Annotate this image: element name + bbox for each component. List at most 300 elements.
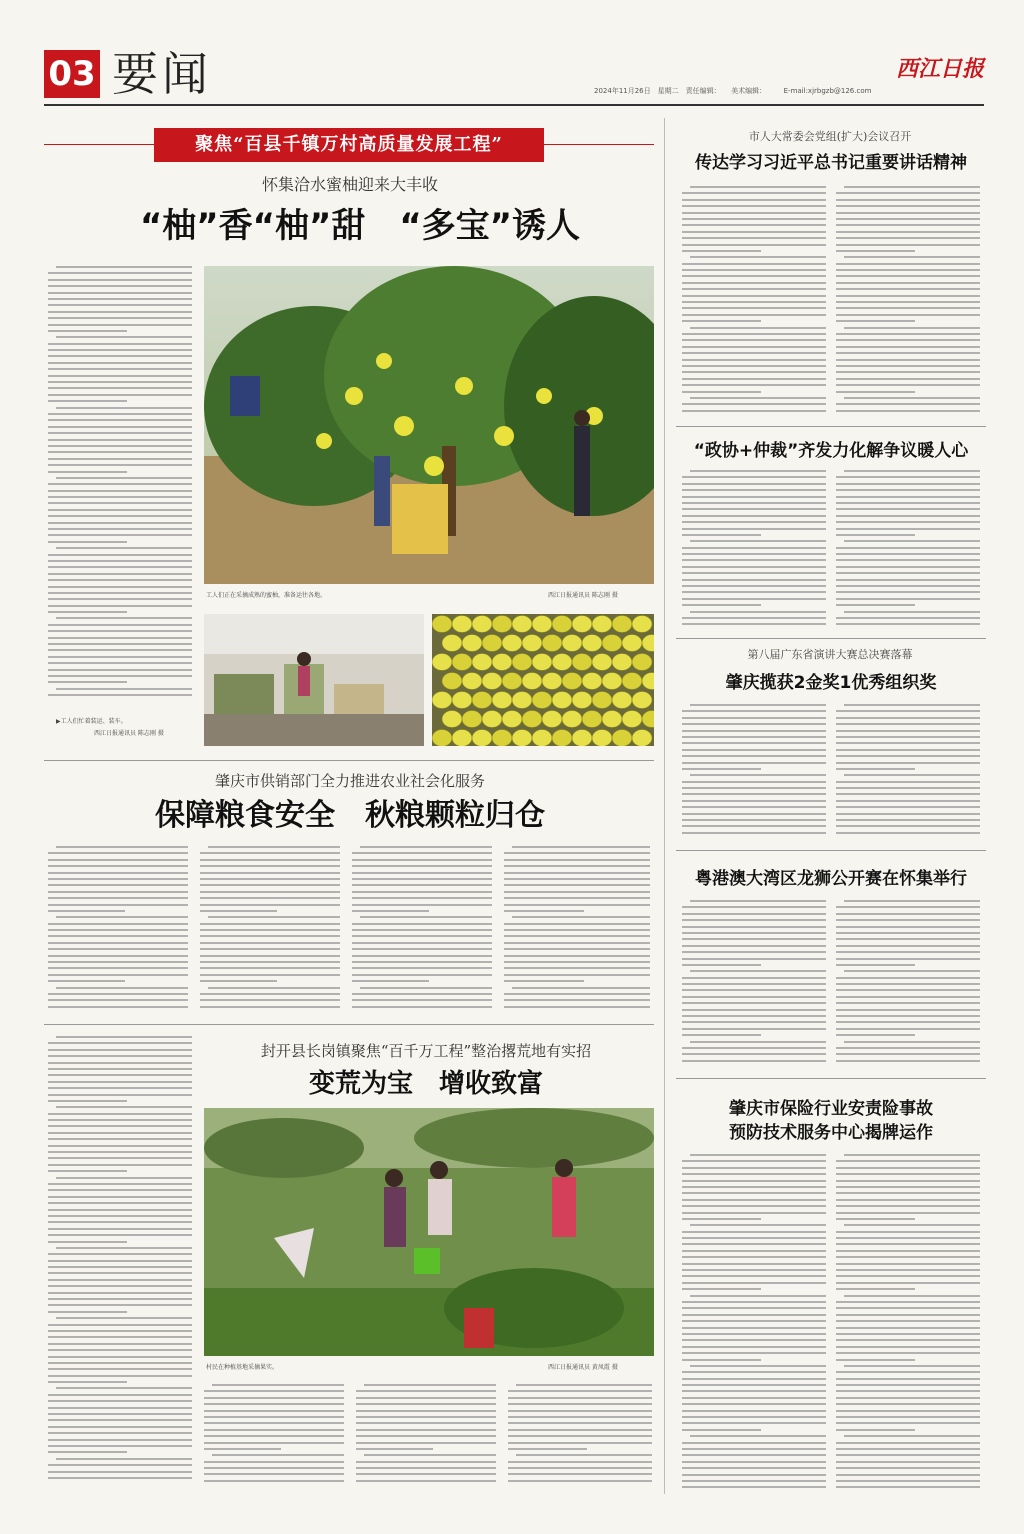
text-line: [682, 1467, 826, 1469]
text-line: [690, 327, 826, 329]
text-line: [48, 1394, 192, 1396]
text-line: [682, 793, 826, 795]
text-line: [836, 295, 980, 297]
text-line: [352, 865, 492, 867]
text-line: [200, 967, 340, 969]
text-line: [844, 1154, 980, 1156]
text-line: [508, 1442, 652, 1444]
text-line: [204, 1422, 344, 1424]
text-line: [682, 1250, 826, 1252]
story2-col-4: [504, 846, 650, 1012]
text-line: [836, 1467, 980, 1469]
text-line: [352, 923, 492, 925]
text-line: [200, 993, 340, 995]
text-line: [48, 910, 125, 912]
text-line: [48, 413, 192, 415]
text-line: [682, 1218, 761, 1220]
text-line: [844, 611, 980, 613]
text-line: [682, 1320, 826, 1322]
pomelo-fruit: [622, 711, 642, 728]
story3-col-3: [508, 1384, 652, 1486]
text-line: [352, 891, 492, 893]
text-line: [836, 528, 980, 530]
pomelo-fruit: [632, 654, 652, 671]
text-line: [844, 1435, 980, 1437]
text-line: [356, 1435, 496, 1437]
text-line: [48, 1471, 192, 1473]
text-line: [48, 1253, 192, 1255]
text-line: [836, 237, 980, 239]
story3-photo: [204, 1108, 654, 1356]
text-line: [48, 375, 192, 377]
text-line: [836, 476, 980, 478]
text-line: [682, 906, 826, 908]
text-line: [200, 865, 340, 867]
text-line: [48, 675, 192, 677]
text-line: [682, 244, 826, 246]
pomelo-fruit: [552, 692, 572, 709]
text-line: [682, 1167, 826, 1169]
story3-side-column: [48, 1036, 192, 1483]
text-line: [204, 1416, 344, 1418]
text-line: [836, 1339, 980, 1341]
text-line: [836, 212, 980, 214]
text-line: [48, 1439, 192, 1441]
text-line: [352, 948, 492, 950]
text-line: [690, 970, 826, 972]
text-line: [48, 483, 192, 485]
text-line: [48, 528, 192, 530]
text-line: [48, 1215, 192, 1217]
pomelo-fruit: [502, 711, 522, 728]
pomelo-fruit: [472, 654, 492, 671]
text-line: [682, 755, 826, 757]
text-line: [200, 942, 340, 944]
text-line: [836, 598, 980, 600]
pomelo-fruit: [512, 730, 532, 747]
right-story5-headline-line2: 预防技术服务中心揭牌运作: [729, 1123, 933, 1143]
text-line: [504, 993, 650, 995]
text-line: [56, 336, 192, 338]
text-line: [48, 349, 192, 351]
text-line: [682, 559, 826, 561]
text-line: [682, 1269, 826, 1271]
text-line: [836, 320, 915, 322]
text-line: [690, 1041, 826, 1043]
text-line: [836, 1384, 980, 1386]
text-line: [836, 384, 980, 386]
text-line: [48, 394, 192, 396]
text-line: [682, 352, 826, 354]
text-line: [682, 237, 826, 239]
pomelo-fruit: [602, 673, 622, 690]
text-line: [682, 1021, 826, 1023]
text-line: [48, 1272, 192, 1274]
pomelo-fruit: [492, 654, 512, 671]
right-story3-col-1: [682, 704, 826, 838]
text-line: [690, 1295, 826, 1297]
text-line: [682, 378, 826, 380]
right-story3-kicker: 第八届广东省演讲大赛总决赛落幕: [747, 648, 913, 661]
text-line: [508, 1410, 652, 1412]
text-line: [352, 897, 492, 899]
text-line: [836, 749, 980, 751]
text-line: [48, 1375, 192, 1377]
text-line: [836, 717, 980, 719]
text-line: [48, 974, 188, 976]
text-line: [836, 1263, 980, 1265]
text-line: [682, 1256, 826, 1258]
text-line: [356, 1473, 496, 1475]
text-line: [504, 967, 650, 969]
text-line: [200, 852, 340, 854]
pomelo-fruit: [532, 616, 552, 633]
text-line: [682, 483, 826, 485]
text-line: [682, 212, 826, 214]
right-story2-col-1: [682, 470, 826, 630]
text-line: [356, 1461, 496, 1463]
text-line: [682, 1288, 761, 1290]
pomelo-fruit: [452, 692, 472, 709]
text-line: [682, 736, 826, 738]
text-line: [504, 955, 650, 957]
pomelo-fruit: [432, 692, 452, 709]
text-line: [508, 1397, 652, 1399]
text-line: [508, 1467, 652, 1469]
text-line: [682, 282, 826, 284]
text-line: [48, 1292, 192, 1294]
text-line: [48, 324, 192, 326]
text-line: [836, 288, 980, 290]
text-line: [836, 591, 980, 593]
text-line: [682, 508, 826, 510]
text-line: [682, 964, 761, 966]
text-line: [48, 1413, 192, 1415]
text-line: [356, 1403, 496, 1405]
text-line: [352, 929, 492, 931]
text-line: [508, 1429, 652, 1431]
story1-main-photo-caption: 工人们正在采摘成熟的蜜柚，准备运往各地。: [206, 592, 327, 599]
text-line: [844, 397, 980, 399]
story3-photo-credit: 西江日报通讯员 黄凤霞 摄: [548, 1364, 618, 1371]
right-story1-headline: 传达学习习近平总书记重要讲话精神: [695, 153, 967, 173]
text-line: [356, 1448, 433, 1450]
text-line: [836, 1454, 980, 1456]
text-line: [836, 314, 980, 316]
text-line: [836, 1192, 980, 1194]
text-line: [836, 307, 980, 309]
pomelo-fruit: [592, 654, 612, 671]
text-line: [682, 1263, 826, 1265]
text-line: [360, 916, 492, 918]
text-line: [844, 1295, 980, 1297]
text-line: [836, 1009, 980, 1011]
text-line: [836, 996, 980, 998]
text-line: [48, 298, 192, 300]
text-line: [682, 919, 826, 921]
text-line: [836, 793, 980, 795]
text-line: [360, 846, 492, 848]
text-line: [682, 1454, 826, 1456]
text-line: [48, 279, 192, 281]
text-line: [836, 1237, 980, 1239]
text-line: [836, 1256, 980, 1258]
text-line: [48, 292, 192, 294]
story3-headline: 变荒为宝 增收致富: [308, 1069, 543, 1099]
text-line: [48, 662, 192, 664]
text-line: [356, 1422, 496, 1424]
text-line: [836, 1205, 980, 1207]
text-line: [682, 717, 826, 719]
text-line: [200, 884, 340, 886]
text-line: [200, 878, 340, 880]
text-line: [682, 521, 826, 523]
text-line: [682, 295, 826, 297]
text-line: [48, 1234, 192, 1236]
text-line: [56, 846, 188, 848]
text-line: [48, 955, 188, 957]
pomelo-fruit: [462, 673, 482, 690]
text-line: [690, 611, 826, 613]
text-line: [682, 1333, 826, 1335]
text-line: [682, 723, 826, 725]
text-line: [56, 916, 188, 918]
pomelo-fruit: [592, 616, 612, 633]
text-line: [48, 891, 188, 893]
text-line: [836, 566, 980, 568]
text-line: [56, 987, 188, 989]
text-line: [836, 1429, 915, 1431]
text-line: [682, 528, 826, 530]
text-line: [200, 980, 277, 982]
text-line: [682, 502, 826, 504]
text-line: [48, 1138, 192, 1140]
text-line: [836, 199, 980, 201]
text-line: [682, 410, 826, 412]
text-line: [836, 1282, 980, 1284]
right-separator: [676, 426, 986, 427]
text-line: [48, 1157, 192, 1159]
text-line: [682, 1352, 826, 1354]
pomelo-fruit: [472, 692, 492, 709]
text-line: [48, 432, 192, 434]
text-line: [836, 768, 915, 770]
text-line: [682, 1002, 826, 1004]
text-line: [682, 1237, 826, 1239]
text-line: [204, 1448, 281, 1450]
text-line: [48, 1068, 192, 1070]
text-line: [48, 897, 188, 899]
text-line: [836, 926, 980, 928]
text-line: [836, 755, 980, 757]
text-line: [204, 1480, 344, 1482]
pomelo-fruit: [592, 692, 612, 709]
text-line: [48, 419, 192, 421]
text-line: [200, 923, 340, 925]
text-line: [204, 1403, 344, 1405]
text-line: [836, 604, 915, 606]
text-line: [836, 1173, 980, 1175]
text-line: [844, 1365, 980, 1367]
text-line: [48, 522, 192, 524]
pomelo-fruit: [552, 654, 572, 671]
text-line: [204, 1410, 344, 1412]
text-line: [200, 961, 340, 963]
text-line: [836, 1269, 980, 1271]
text-line: [844, 186, 980, 188]
pomelo-fruit: [562, 673, 582, 690]
text-line: [352, 852, 492, 854]
text-line: [682, 489, 826, 491]
pomelo-fruit: [612, 654, 632, 671]
text-line: [48, 387, 192, 389]
text-line: [204, 1473, 344, 1475]
text-line: [836, 1275, 980, 1277]
text-line: [836, 346, 980, 348]
text-line: [352, 910, 429, 912]
pomelo-fruit: [572, 692, 592, 709]
text-line: [200, 910, 277, 912]
text-line: [48, 993, 188, 995]
text-line: [836, 1448, 980, 1450]
text-line: [48, 1362, 192, 1364]
pomelo-fruit: [502, 673, 522, 690]
pomelo-fruit: [572, 616, 592, 633]
text-line: [682, 945, 826, 947]
text-line: [356, 1397, 496, 1399]
text-line: [48, 948, 188, 950]
text-line: [682, 1410, 826, 1412]
pomelo-fruit: [452, 730, 472, 747]
text-line: [682, 1346, 826, 1348]
story-separator: [44, 1024, 654, 1025]
text-line: [682, 710, 826, 712]
text-line: [48, 1336, 192, 1338]
text-line: [682, 1422, 826, 1424]
text-line: [48, 1055, 192, 1057]
banner-rule-right: [544, 144, 654, 145]
text-line: [204, 1442, 344, 1444]
text-line: [504, 910, 584, 912]
pomelo-fruit: [522, 673, 542, 690]
text-line: [682, 977, 826, 979]
text-line: [48, 1100, 127, 1102]
text-line: [48, 878, 188, 880]
pomelo-fruit: [542, 711, 562, 728]
pomelo-fruit: [482, 711, 502, 728]
text-line: [48, 515, 192, 517]
text-line: [836, 819, 980, 821]
text-line: [48, 1407, 192, 1409]
pomelo-fruit: [622, 673, 642, 690]
pomelo-fruit: [492, 730, 512, 747]
text-line: [682, 1275, 826, 1277]
story3-col-2: [356, 1384, 496, 1486]
text-line: [682, 1173, 826, 1175]
text-line: [204, 1435, 344, 1437]
text-line: [48, 1164, 192, 1166]
pomelo-fruit: [452, 616, 472, 633]
story3-photo-caption: 村民在种植基地采摘果实。: [206, 1364, 279, 1371]
text-line: [836, 787, 980, 789]
text-line: [204, 1467, 344, 1469]
text-line: [836, 333, 980, 335]
pomelo-fruit: [582, 673, 602, 690]
text-line: [48, 1330, 192, 1332]
right-story4-col-1: [682, 900, 826, 1066]
pomelo-fruit: [632, 616, 652, 633]
text-line: [48, 1094, 192, 1096]
text-line: [682, 1378, 826, 1380]
text-line: [682, 288, 826, 290]
text-line: [48, 426, 192, 428]
pomelo-fruit: [472, 616, 492, 633]
text-line: [48, 1349, 192, 1351]
text-line: [48, 1196, 192, 1198]
text-line: [844, 970, 980, 972]
text-line: [836, 1028, 980, 1030]
text-line: [356, 1467, 496, 1469]
text-line: [48, 1189, 192, 1191]
text-line: [48, 1221, 192, 1223]
text-line: [836, 192, 980, 194]
text-line: [836, 371, 980, 373]
text-line: [836, 806, 980, 808]
text-line: [356, 1480, 496, 1482]
text-line: [48, 541, 127, 543]
right-story1-kicker: 市人大常委会党组(扩大)会议召开: [748, 130, 912, 143]
text-line: [48, 1202, 192, 1204]
right-story4-headline: 粤港澳大湾区龙狮公开赛在怀集举行: [695, 869, 967, 889]
text-line: [682, 205, 826, 207]
text-line: [48, 464, 192, 466]
story2-col-2: [200, 846, 340, 1012]
story1-packing-photo: [204, 614, 424, 746]
text-line: [48, 1006, 188, 1008]
text-line: [48, 884, 188, 886]
text-line: [48, 694, 192, 696]
text-line: [682, 958, 826, 960]
text-line: [836, 906, 980, 908]
text-line: [504, 878, 650, 880]
text-line: [682, 913, 826, 915]
pomelo-fruit: [442, 673, 462, 690]
text-line: [364, 1454, 496, 1456]
text-line: [682, 813, 826, 815]
text-line: [836, 730, 980, 732]
text-line: [836, 742, 980, 744]
pomelo-fruit: [602, 711, 622, 728]
pomelo-fruit: [432, 654, 452, 671]
text-line: [682, 384, 826, 386]
text-line: [682, 749, 826, 751]
text-line: [682, 275, 826, 277]
text-line: [682, 547, 826, 549]
text-line: [48, 1145, 192, 1147]
story2-col-3: [352, 846, 492, 1012]
text-line: [690, 256, 826, 258]
pomelo-fruit: [542, 635, 562, 652]
text-line: [836, 623, 980, 625]
text-line: [48, 1464, 192, 1466]
text-line: [844, 470, 980, 472]
text-line: [682, 572, 826, 574]
text-line: [48, 1324, 192, 1326]
text-line: [48, 1228, 192, 1230]
page-number: 03: [44, 50, 100, 98]
pomelo-fruit: [592, 730, 612, 747]
pomelo-fruit: [522, 711, 542, 728]
